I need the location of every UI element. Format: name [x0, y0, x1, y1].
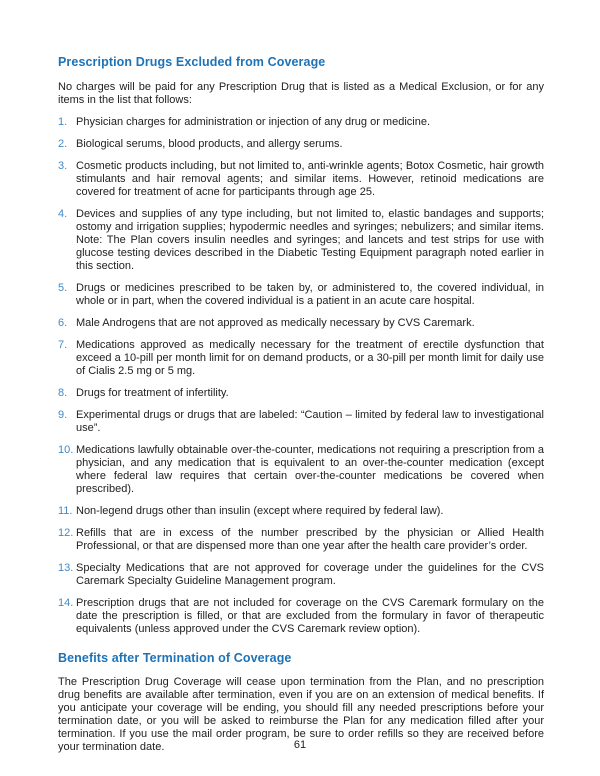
list-item-text: Drugs or medicines prescribed to be taken by, or administered to, the covered individual, in whole or in part, when the covered individual is a patient in an acute care hospital.: [76, 282, 544, 307]
list-item-text: Refills that are in excess of the number prescribed by the physician or Allied Health Professional, or that are dispensed more than one year after the health care provider’s order.: [76, 527, 544, 552]
list-item: [58, 160, 544, 199]
list-item-number: 10.: [58, 444, 74, 456]
list-item: [58, 444, 544, 496]
list-item-number: 2.: [58, 138, 68, 150]
list-item-number: 4.: [58, 208, 68, 220]
list-item-text: Experimental drugs or drugs that are labeled: “Caution – limited by federal law to investigational use”.: [76, 409, 544, 434]
list-item-number: 1.: [58, 116, 68, 128]
list-item-number: 7.: [58, 339, 68, 351]
list-item-text: Male Androgens that are not approved as medically necessary by CVS Caremark.: [76, 317, 475, 329]
section-title-termination: Benefits after Termination of Coverage: [58, 651, 292, 665]
list-item-number: 12.: [58, 527, 74, 539]
list-item: [58, 282, 544, 308]
list-item: [58, 339, 544, 378]
page-number: 61: [293, 739, 307, 751]
list-item: [58, 562, 544, 588]
list-item-number: 14.: [58, 597, 74, 609]
list-item: [58, 597, 544, 636]
list-item: [58, 409, 544, 435]
list-item-text: Biological serums, blood products, and allergy serums.: [76, 138, 343, 150]
list-item-number: 6.: [58, 317, 68, 329]
list-item: [58, 527, 544, 553]
list-item-text: Drugs for treatment of infertility.: [76, 387, 229, 399]
list-item-number: 5.: [58, 282, 68, 294]
list-item-number: 8.: [58, 387, 68, 399]
list-item-text: Non-legend drugs other than insulin (except where required by federal law).: [76, 505, 444, 517]
list-item-text: Specialty Medications that are not approved for coverage under the guidelines for the CVS Caremark Specialty Guideline Management program.: [76, 562, 544, 587]
intro-paragraph: No charges will be paid for any Prescription Drug that is listed as a Medical Exclusion, or for any items in the list that follows:: [58, 81, 544, 106]
list-item-text: Medications lawfully obtainable over-the-counter, medications not requiring a prescription from a physician, and any medication that is equivalent to an over-the-counter medication (except where federal law requires that certain over-the-counter medications be covered when prescribed).: [76, 444, 544, 495]
list-item: [58, 138, 544, 151]
list-item: [58, 387, 544, 400]
list-item-text: Physician charges for administration or injection of any drug or medicine.: [76, 116, 431, 128]
list-item-text: Medications approved as medically necessary for the treatment of erectile dysfunction that exceed a 10-pill per month limit for on demand products, or a 30-pill per month limit for daily use of Cialis 2.5 mg or 5 mg.: [76, 339, 544, 377]
list-item: [58, 505, 544, 518]
list-item-number: 3.: [58, 160, 68, 172]
section-title-excluded-drugs: Prescription Drugs Excluded from Coverage: [58, 55, 326, 69]
list-item-text: Cosmetic products including, but not limited to, anti-wrinkle agents; Botox Cosmetic, hair growth stimulants and hair removal agents; and similar items. However, retinoid medications are covered for treatment of acne for participants through age 25.: [76, 160, 544, 198]
list-item-number: 13.: [58, 562, 74, 574]
list-item: [58, 317, 544, 330]
list-item-number: 11.: [58, 505, 73, 517]
termination-paragraph: The Prescription Drug Coverage will cease upon termination from the Plan, and no prescription drug benefits are available after termination, even if you are on an extension of medical benefits. If you anticipate your coverage will be ending, you should fill any needed prescriptions before your termination date, or you will be asked to reimburse the Plan for any medication filled after your termination. If you use the mail order program, be sure to order refills so they are received before your termination date.: [58, 676, 544, 753]
list-item-text: Devices and supplies of any type including, but not limited to, elastic bandages and supports; ostomy and irrigation supplies; hypodermic needles and syringes; nebulizers; and similar items. Note: The Plan covers insulin needles and syringes; and lancets and test strips for use with glucose testing devices described in the Diabetic Testing Equipment paragraph noted earlier in this section.: [76, 208, 544, 272]
list-item-number: 9.: [58, 409, 68, 421]
list-item: [58, 208, 544, 273]
excluded-drugs-list: [58, 116, 544, 636]
list-item-text: Prescription drugs that are not included for coverage on the CVS Caremark formulary on the date the prescription is filled, or that are excluded from the formulary in favor of therapeutic equivalents (unless approved under the CVS Caremark review option).: [76, 597, 544, 635]
list-item: [58, 116, 544, 129]
